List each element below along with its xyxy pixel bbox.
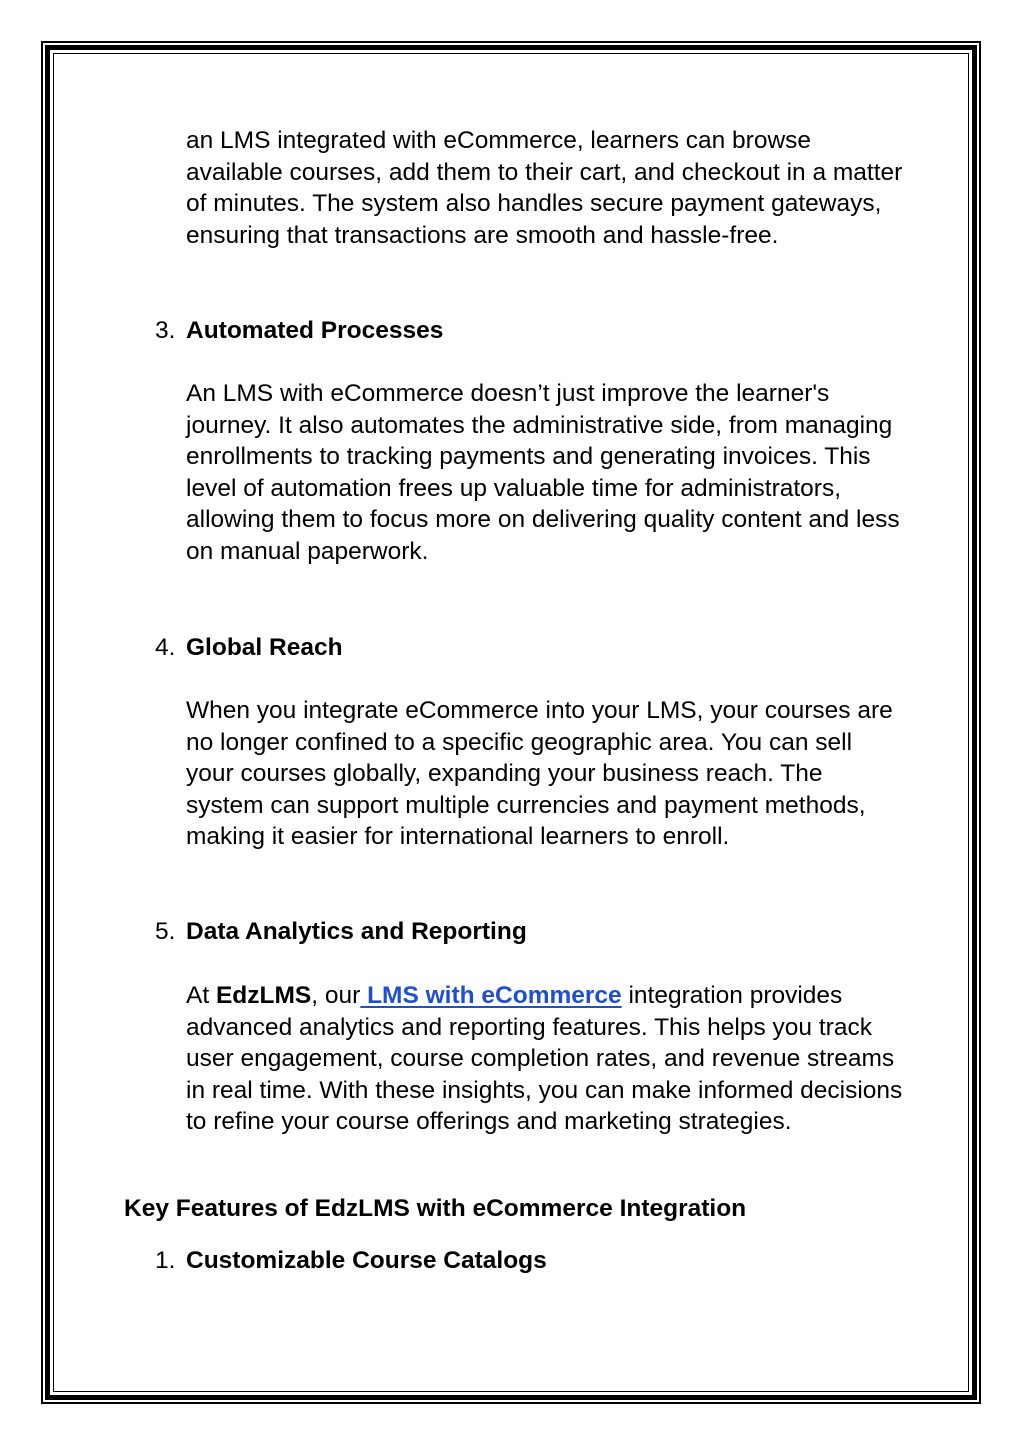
intro-paragraph: an LMS integrated with eCommerce, learners can browse available courses, add them to their cart, and checkout in a matter of minutes. The system also handles secure payment gateways, ensuring that transactions are smooth and hassle-free. <box>186 127 903 249</box>
list-item-automated-processes <box>155 315 915 347</box>
list-item-title: Customizable Course Catalogs <box>186 1247 547 1274</box>
body-prefix: At <box>186 982 216 1009</box>
list-item-global-reach <box>155 632 915 664</box>
list-item-data-analytics <box>155 916 915 948</box>
list-number: 3. <box>155 317 176 344</box>
automated-processes-paragraph: An LMS with eCommerce doesn’t just improve the learner's journey. It also automates the administrative side, from managing enrollments to tracking payments and generating invoices. This level of automation frees up valuable time for administrators, allowing them to focus more on delivering quality content and less on manual paperwork. <box>186 380 900 565</box>
list-item-title: Automated Processes <box>186 317 444 344</box>
global-reach-paragraph: When you integrate eCommerce into your LMS, your courses are no longer confined to a specific geographic area. You can sell your courses globally, expanding your business reach. The system can support multiple currencies and payment methods, making it easier for international learners to enroll. <box>186 697 893 851</box>
body-mid: , our <box>311 982 361 1009</box>
data-analytics-paragraph <box>186 980 906 1138</box>
list-item-customizable-catalogs <box>155 1245 915 1277</box>
body-suffix: integration provides advanced analytics and reporting features. This helps you track user engagement, course completion rates, and revenue streams in real time. With these insights, you can make informed decisions to refine your course offerings and marketing strategies. <box>186 982 903 1136</box>
brand-name: EdzLMS <box>215 982 312 1009</box>
list-number: 5. <box>155 918 176 945</box>
list-number: 4. <box>155 634 176 661</box>
lms-ecommerce-link[interactable]: LMS with eCommerce <box>360 982 622 1009</box>
list-item-title: Global Reach <box>186 634 343 661</box>
list-number: 1. <box>155 1247 176 1274</box>
section-heading: Key Features of EdzLMS with eCommerce Integration <box>124 1195 747 1222</box>
list-item-title: Data Analytics and Reporting <box>186 918 527 945</box>
